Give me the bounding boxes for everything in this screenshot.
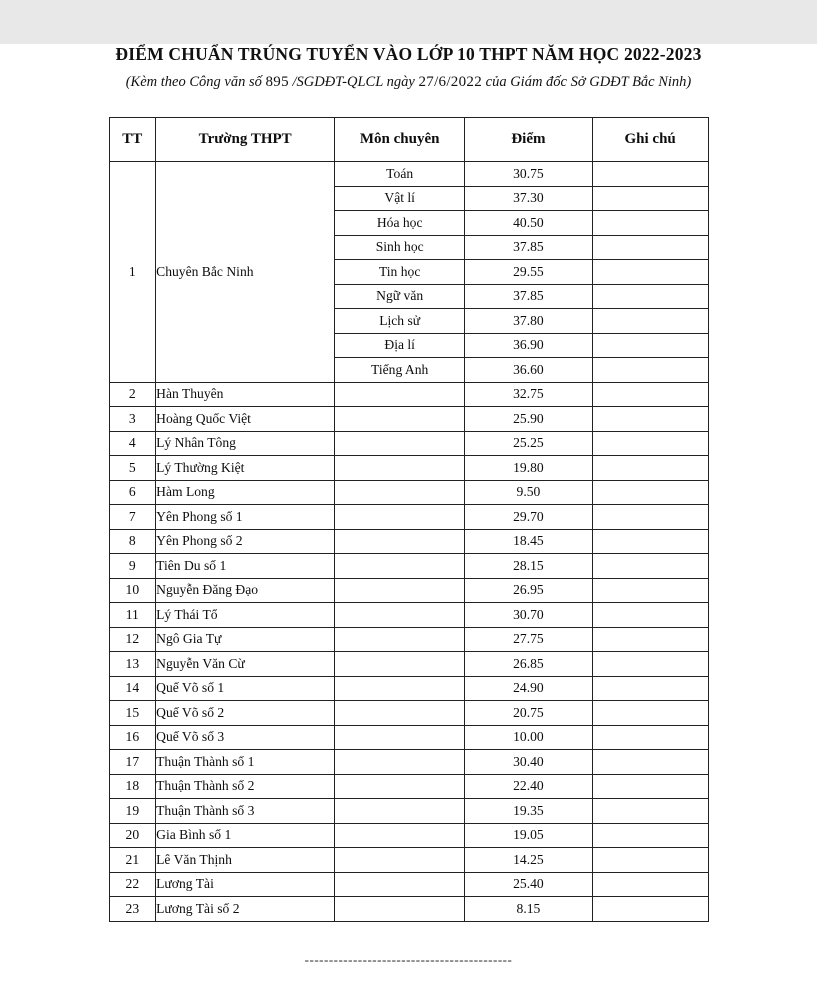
table-row <box>109 554 708 579</box>
cell-tt: 18 <box>109 774 156 799</box>
cell-score: 37.30 <box>465 186 593 211</box>
table-row <box>109 431 708 456</box>
cell-note <box>592 774 708 799</box>
cell-subject <box>335 431 465 456</box>
cell-note <box>592 725 708 750</box>
cell-note <box>592 750 708 775</box>
cell-score: 30.75 <box>465 162 593 187</box>
cell-tt: 17 <box>109 750 156 775</box>
table-row <box>109 725 708 750</box>
cell-note <box>592 260 708 285</box>
cell-subject <box>335 848 465 873</box>
cell-subject <box>335 480 465 505</box>
cell-score: 37.85 <box>465 235 593 260</box>
cell-note <box>592 627 708 652</box>
cell-tt: 9 <box>109 554 156 579</box>
cell-note <box>592 872 708 897</box>
cell-tt: 3 <box>109 407 156 432</box>
cell-school: Lý Thái Tổ <box>156 603 335 628</box>
cell-note <box>592 799 708 824</box>
cell-school: Quế Võ số 2 <box>156 701 335 726</box>
cell-tt: 14 <box>109 676 156 701</box>
cell-subject: Địa lí <box>335 333 465 358</box>
cell-tt: 13 <box>109 652 156 677</box>
subtitle-text-3: của Giám đốc Sở GDĐT Bắc Ninh) <box>485 74 692 90</box>
cell-tt: 2 <box>109 382 156 407</box>
cell-score: 28.15 <box>465 554 593 579</box>
cell-score: 37.80 <box>465 309 593 334</box>
cell-note <box>592 211 708 236</box>
column-header-note: Ghi chú <box>592 118 708 162</box>
cell-school: Ngô Gia Tự <box>156 627 335 652</box>
subtitle-date: 27/6/2022 <box>418 74 483 90</box>
cell-score: 36.90 <box>465 333 593 358</box>
cell-school: Thuận Thành số 3 <box>156 799 335 824</box>
cell-school: Quế Võ số 3 <box>156 725 335 750</box>
cell-score: 24.90 <box>465 676 593 701</box>
cell-school: Nguyễn Văn Cừ <box>156 652 335 677</box>
cell-subject <box>335 774 465 799</box>
table-row <box>109 897 708 922</box>
scores-table <box>109 117 709 922</box>
column-header-subject: Môn chuyên <box>335 118 465 162</box>
cell-note <box>592 701 708 726</box>
cell-school: Tiên Du số 1 <box>156 554 335 579</box>
cell-note <box>592 309 708 334</box>
table-row <box>109 627 708 652</box>
cell-school: Lý Thường Kiệt <box>156 456 335 481</box>
cell-tt: 1 <box>109 162 156 383</box>
cell-score: 20.75 <box>465 701 593 726</box>
cell-school: Lê Văn Thịnh <box>156 848 335 873</box>
column-header-score: Điểm <box>465 118 593 162</box>
table-row <box>109 676 708 701</box>
document-page <box>0 44 817 1004</box>
cell-school: Hàm Long <box>156 480 335 505</box>
cell-school: Hoàng Quốc Việt <box>156 407 335 432</box>
subtitle-number: 895 <box>265 74 289 90</box>
cell-subject <box>335 676 465 701</box>
cell-subject <box>335 823 465 848</box>
cell-score: 30.70 <box>465 603 593 628</box>
column-header-tt: TT <box>109 118 156 162</box>
cell-score: 9.50 <box>465 480 593 505</box>
cell-subject <box>335 701 465 726</box>
cell-school: Lý Nhân Tông <box>156 431 335 456</box>
table-row <box>109 382 708 407</box>
cell-score: 19.80 <box>465 456 593 481</box>
cell-score: 29.55 <box>465 260 593 285</box>
table-row <box>109 578 708 603</box>
cell-note <box>592 235 708 260</box>
cell-subject: Hóa học <box>335 211 465 236</box>
cell-note <box>592 186 708 211</box>
page-title: ĐIỂM CHUẨN TRÚNG TUYỂN VÀO LỚP 10 THPT NĂM HỌC 2022-2023 <box>115 44 702 64</box>
cell-note <box>592 480 708 505</box>
table-row <box>109 505 708 530</box>
cell-school: Lương Tài <box>156 872 335 897</box>
cell-tt: 5 <box>109 456 156 481</box>
cell-note <box>592 652 708 677</box>
cell-score: 26.85 <box>465 652 593 677</box>
table-row <box>109 529 708 554</box>
table-header-row <box>109 118 708 162</box>
cell-tt: 16 <box>109 725 156 750</box>
cell-school: Chuyên Bắc Ninh <box>156 162 335 383</box>
cell-tt: 11 <box>109 603 156 628</box>
table-row <box>109 162 708 187</box>
cell-school: Thuận Thành số 1 <box>156 750 335 775</box>
cell-subject: Lịch sử <box>335 309 465 334</box>
table-row <box>109 603 708 628</box>
cell-score: 25.40 <box>465 872 593 897</box>
cell-tt: 10 <box>109 578 156 603</box>
cell-tt: 23 <box>109 897 156 922</box>
cell-subject: Toán <box>335 162 465 187</box>
cell-school: Yên Phong số 2 <box>156 529 335 554</box>
cell-note <box>592 578 708 603</box>
table-row <box>109 799 708 824</box>
cell-tt: 20 <box>109 823 156 848</box>
cell-school: Yên Phong số 1 <box>156 505 335 530</box>
cell-subject <box>335 578 465 603</box>
cell-score: 32.75 <box>465 382 593 407</box>
cell-note <box>592 456 708 481</box>
table-row <box>109 456 708 481</box>
cell-note <box>592 284 708 309</box>
cell-subject <box>335 725 465 750</box>
cell-score: 40.50 <box>465 211 593 236</box>
cell-school: Thuận Thành số 2 <box>156 774 335 799</box>
cell-subject: Vật lí <box>335 186 465 211</box>
cell-score: 25.25 <box>465 431 593 456</box>
cell-score: 37.85 <box>465 284 593 309</box>
cell-subject: Tin học <box>335 260 465 285</box>
cell-subject: Sinh học <box>335 235 465 260</box>
table-row <box>109 848 708 873</box>
table-row <box>109 872 708 897</box>
cell-note <box>592 897 708 922</box>
table-head <box>109 118 708 162</box>
cell-note <box>592 823 708 848</box>
cell-note <box>592 603 708 628</box>
cell-subject <box>335 505 465 530</box>
cell-note <box>592 529 708 554</box>
cell-score: 19.35 <box>465 799 593 824</box>
cell-score: 19.05 <box>465 823 593 848</box>
cell-tt: 4 <box>109 431 156 456</box>
cell-school: Gia Bình số 1 <box>156 823 335 848</box>
table-row <box>109 407 708 432</box>
cell-score: 18.45 <box>465 529 593 554</box>
cell-tt: 21 <box>109 848 156 873</box>
document-subtitle <box>0 74 817 91</box>
cell-tt: 8 <box>109 529 156 554</box>
cell-note <box>592 676 708 701</box>
cell-score: 36.60 <box>465 358 593 383</box>
subtitle-text-1: (Kèm theo Công văn số <box>125 74 262 90</box>
table-row <box>109 823 708 848</box>
cell-score: 26.95 <box>465 578 593 603</box>
cell-note <box>592 431 708 456</box>
cell-subject <box>335 407 465 432</box>
cell-subject: Ngữ văn <box>335 284 465 309</box>
cell-subject <box>335 750 465 775</box>
cell-subject <box>335 603 465 628</box>
column-header-school: Trường THPT <box>156 118 335 162</box>
cell-subject <box>335 456 465 481</box>
cell-subject <box>335 652 465 677</box>
cell-tt: 7 <box>109 505 156 530</box>
scores-table-container <box>0 117 817 922</box>
table-body <box>109 162 708 922</box>
cell-school: Lương Tài số 2 <box>156 897 335 922</box>
cell-note <box>592 554 708 579</box>
cell-subject <box>335 554 465 579</box>
cell-tt: 6 <box>109 480 156 505</box>
cell-score: 8.15 <box>465 897 593 922</box>
cell-school: Hàn Thuyên <box>156 382 335 407</box>
cell-tt: 12 <box>109 627 156 652</box>
cell-subject <box>335 382 465 407</box>
cell-note <box>592 505 708 530</box>
cell-note <box>592 333 708 358</box>
cell-school: Nguyễn Đăng Đạo <box>156 578 335 603</box>
cell-score: 22.40 <box>465 774 593 799</box>
table-row <box>109 652 708 677</box>
cell-note <box>592 407 708 432</box>
cell-subject <box>335 799 465 824</box>
cell-score: 30.40 <box>465 750 593 775</box>
cell-note <box>592 848 708 873</box>
footer-separator: ------------------------------------------- <box>304 951 513 967</box>
cell-subject <box>335 627 465 652</box>
cell-school: Quế Võ số 1 <box>156 676 335 701</box>
subtitle-text-2: /SGDĐT-QLCL ngày <box>292 74 415 90</box>
cell-tt: 22 <box>109 872 156 897</box>
cell-score: 25.90 <box>465 407 593 432</box>
cell-subject <box>335 529 465 554</box>
table-row <box>109 480 708 505</box>
table-row <box>109 774 708 799</box>
cell-subject: Tiếng Anh <box>335 358 465 383</box>
table-row <box>109 750 708 775</box>
cell-note <box>592 358 708 383</box>
cell-subject <box>335 872 465 897</box>
cell-subject <box>335 897 465 922</box>
cell-tt: 15 <box>109 701 156 726</box>
cell-tt: 19 <box>109 799 156 824</box>
cell-score: 14.25 <box>465 848 593 873</box>
cell-score: 29.70 <box>465 505 593 530</box>
cell-score: 27.75 <box>465 627 593 652</box>
cell-score: 10.00 <box>465 725 593 750</box>
table-row <box>109 701 708 726</box>
cell-note <box>592 162 708 187</box>
cell-note <box>592 382 708 407</box>
